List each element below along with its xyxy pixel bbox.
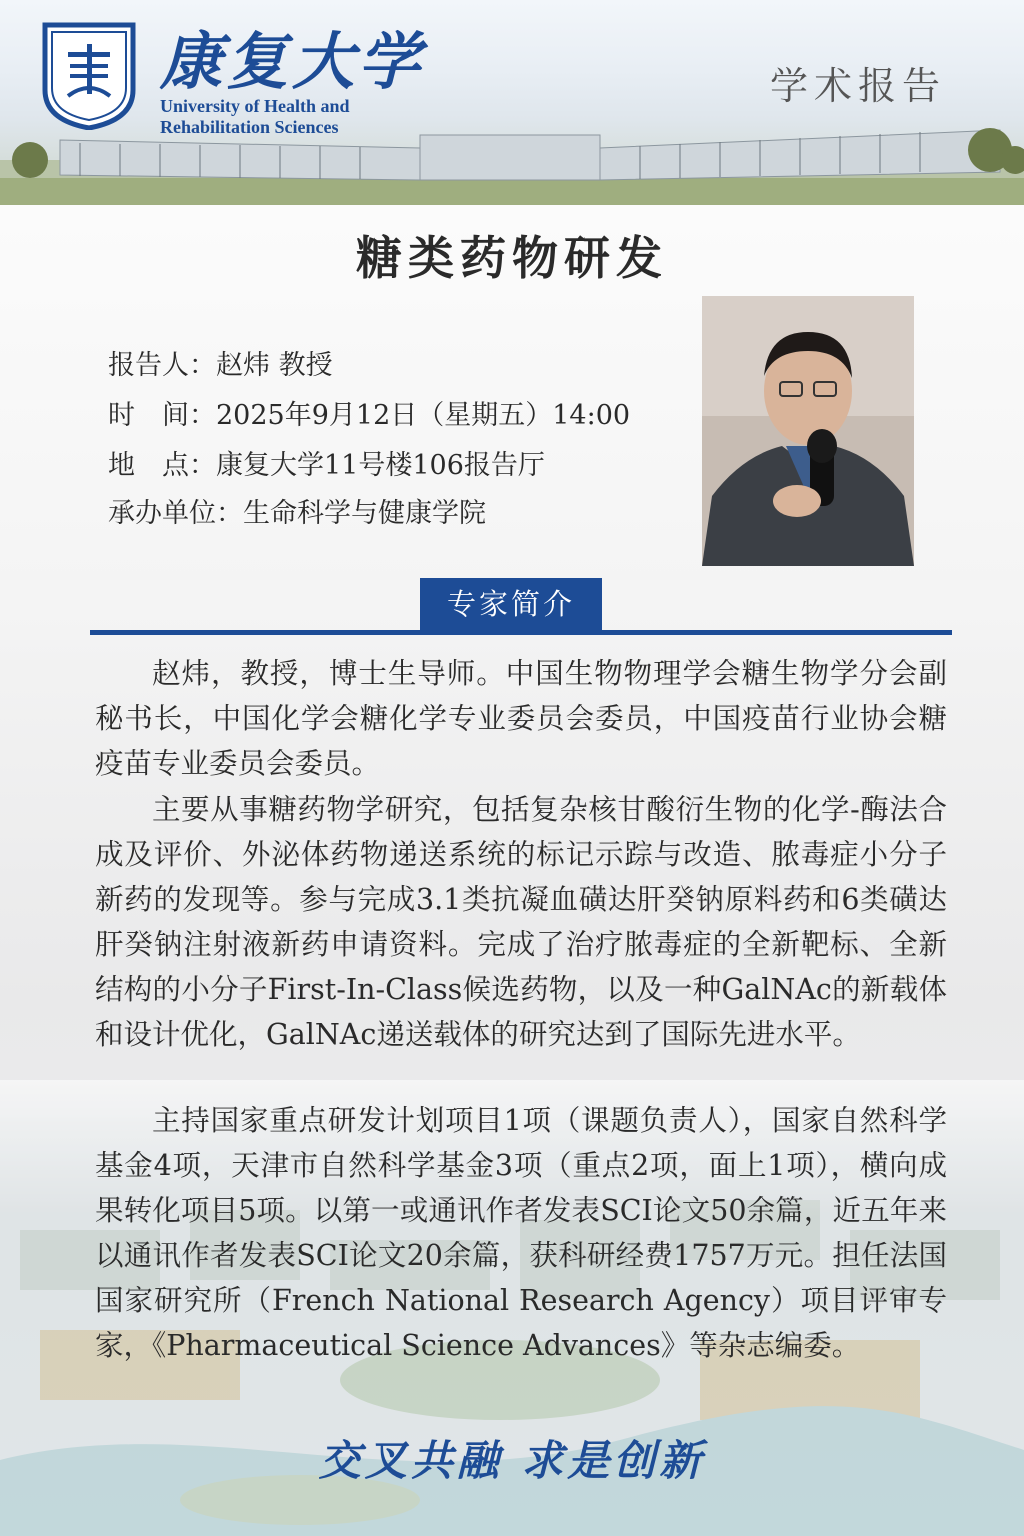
university-logo xyxy=(40,20,138,130)
organizer-line: 承办单位：生命科学与健康学院 xyxy=(108,498,486,529)
report-tag: 学术报告 xyxy=(769,64,946,108)
school-name-en-line2: Rehabilitation Sciences xyxy=(160,117,339,137)
bio-paragraph-3: 主持国家重点研发计划项目1项（课题负责人），国家自然科学基金4项，天津市自然科学基金3项（重点2项，面上1项），横向成果转化项目5项。以第一或通讯作者发表SCI论文50余篇，近五年来以通讯作者发表SCI论文20余篇，获科研经费1757万元。担任法国国家研究所（French National Research Agency）项目评审专家，《Pharmaceutical Science Advances》等杂志编委。 xyxy=(95,1104,947,1362)
bio-paragraph-1: 赵炜，教授，博士生导师。中国生物物理学会糖生物学分会副秘书长，中国化学会糖化学专业委员会委员，中国疫苗行业协会糖疫苗专业委员会委员。 xyxy=(95,657,947,780)
speaker-line: 报告人：赵炜 教授 xyxy=(108,350,333,381)
school-name-en-line1: University of Health and xyxy=(160,96,350,116)
section-divider xyxy=(90,630,952,635)
school-name-cn: 康复大学 xyxy=(160,25,425,98)
bio-paragraph-2: 主要从事糖药物学研究，包括复杂核甘酸衍生物的化学-酶法合成及评价、外泌体药物递送系统的标记示踪与改造、脓毒症小分子新药的发现等。参与完成3.1类抗凝血磺达肝癸钠原料药和6类磺达肝癸钠注射液新药申请资料。完成了治疗脓毒症的全新靶标、全新结构的小分子First-In-Class候选药物，以及一种GalNAc的新载体和设计优化，GalNAc递送载体的研究达到了国际先进水平。 xyxy=(95,793,947,1051)
slogan: 交叉共融 求是创新 xyxy=(318,1436,706,1485)
section-tab-bio: 专家简介 xyxy=(420,578,602,630)
header-banner xyxy=(0,0,1024,205)
speaker-photo xyxy=(702,296,914,566)
place-line: 地 点：康复大学11号楼106报告厅 xyxy=(108,450,545,481)
time-line: 时 间：2025年9月12日（星期五）14:00 xyxy=(108,400,631,431)
report-title: 糖类药物研发 xyxy=(356,231,668,285)
